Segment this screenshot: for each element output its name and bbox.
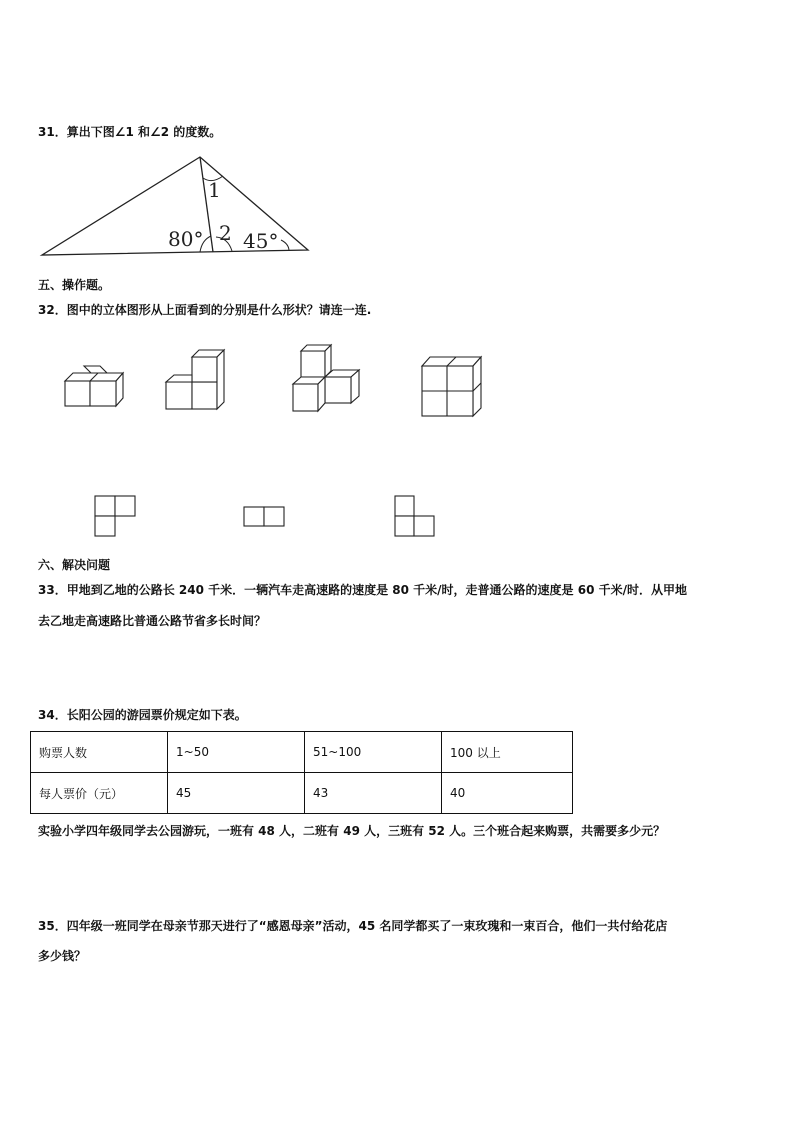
cube-figures: [0, 0, 794, 560]
solid-figure-c: [293, 345, 359, 411]
q31-text: 31．算出下图∠1 和∠2 的度数。: [38, 125, 222, 139]
q34-question: 实验小学四年级同学去公园游玩，一班有 48 人，二班有 49 人，三班有 52 人。三个班合起来购票，共需要多少元？: [38, 824, 666, 838]
table-cell: 51~100: [305, 732, 442, 773]
angle-1-label: 1: [208, 178, 221, 202]
section6-title: 六、解决问题: [38, 558, 111, 572]
q33-line1: 33．甲地到乙地的公路长 240 千米．一辆汽车走高速路的速度是 80 千米/时，走普通公路的速度是 60 千米/时．从甲地: [38, 583, 687, 597]
solid-figure-b: [166, 350, 224, 409]
solid-figure-a: [65, 366, 123, 406]
angle-45-label: 45°: [243, 229, 279, 253]
section5-title: 五、操作题。: [38, 278, 111, 292]
top-view-c: [395, 496, 434, 536]
table-cell: 1~50: [168, 732, 305, 773]
angle-2-label: 2: [219, 221, 232, 245]
q35-line1: 35．四年级一班同学在母亲节那天进行了“感恩母亲”活动，45 名同学都买了一束玫瑰和一束百合，他们一共付给花店: [38, 919, 668, 933]
q34-text: 34．长阳公园的游园票价规定如下表。: [38, 708, 247, 722]
table-cell: 45: [168, 773, 305, 814]
q33-line2: 去乙地走高速路比普通公路节省多长时间？: [38, 614, 267, 628]
price-table: [30, 731, 573, 814]
table-row: [31, 773, 573, 814]
solid-figure-d: [422, 357, 481, 416]
q35-line2: 多少钱？: [38, 949, 87, 963]
angle-80-label: 80°: [168, 227, 204, 251]
q32-text: 32．图中的立体图形从上面看到的分别是什么形状？请连一连.: [38, 303, 372, 317]
top-view-b: [244, 507, 284, 526]
top-view-a: [95, 496, 135, 536]
table-cell: 100 以上: [442, 732, 573, 773]
table-cell: 每人票价（元）: [31, 773, 168, 814]
table-cell: 40: [442, 773, 573, 814]
table-cell: 43: [305, 773, 442, 814]
table-cell: 购票人数: [31, 732, 168, 773]
table-row: [31, 732, 573, 773]
